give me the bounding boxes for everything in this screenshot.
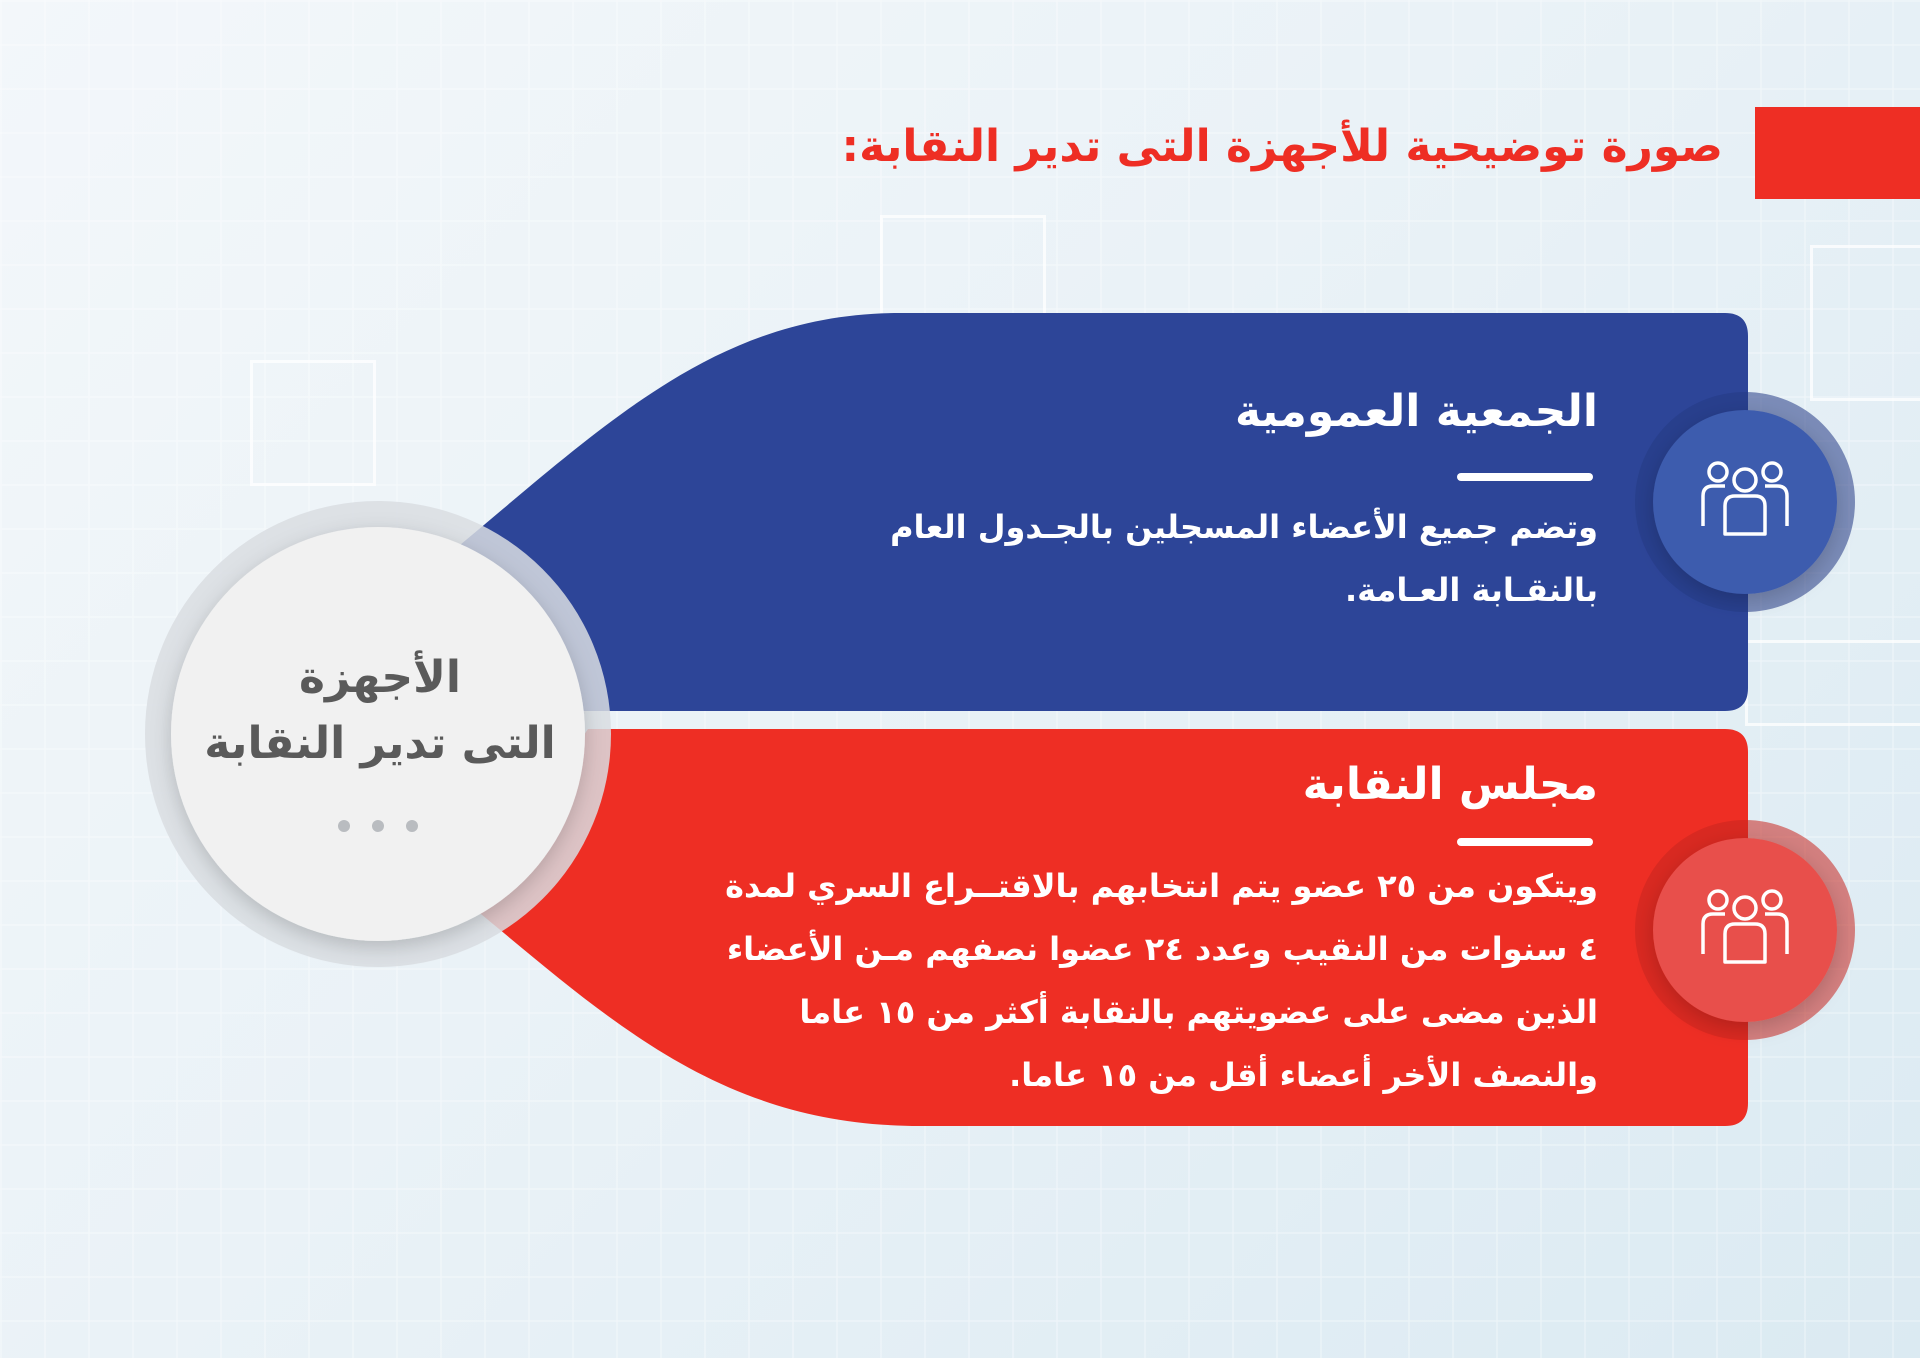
union-council-line-3: الذين مضى على عضويتهم بالنقابة أكثر من ١٥ عاما (799, 993, 1598, 1031)
ellipsis-icon (338, 820, 418, 834)
dot (406, 820, 418, 832)
general-assembly-description (890, 496, 1598, 622)
union-council-line-2: ٤ سنوات من النقيب وعدد ٢٤ عضوا نصفهم مـن الأعضاء (726, 930, 1598, 968)
general-assembly-title: الجمعية العمومية (1234, 386, 1598, 437)
union-council-title: مجلس النقابة (1302, 759, 1598, 810)
union-council-icon-badge (1653, 838, 1837, 1022)
hub-label (175, 645, 585, 777)
general-assembly-line-1: وتضم جميع الأعضاء المسجلين بالجـدول العام (890, 508, 1598, 546)
general-assembly-icon-badge (1653, 410, 1837, 594)
union-council-line-4: والنصف الأخر أعضاء أقل من ١٥ عاما. (1009, 1056, 1598, 1094)
union-council-line-1: ويتكون من ٢٥ عضو يتم انتخابهم بالاقتــراع السري لمدة (725, 867, 1598, 905)
union-council-underline (1457, 838, 1593, 846)
dot (372, 820, 384, 832)
union-council-description (725, 855, 1598, 1107)
general-assembly-underline (1457, 473, 1593, 481)
hub-label-line-2: التى تدير النقابة (204, 718, 556, 769)
general-assembly-line-2: بالنقـابة العـامة. (1344, 571, 1598, 609)
page-title: صورة توضيحية للأجهزة التى تدير النقابة: (841, 121, 1723, 172)
hub-label-line-1: الأجهزة (299, 652, 461, 703)
dot (338, 820, 350, 832)
